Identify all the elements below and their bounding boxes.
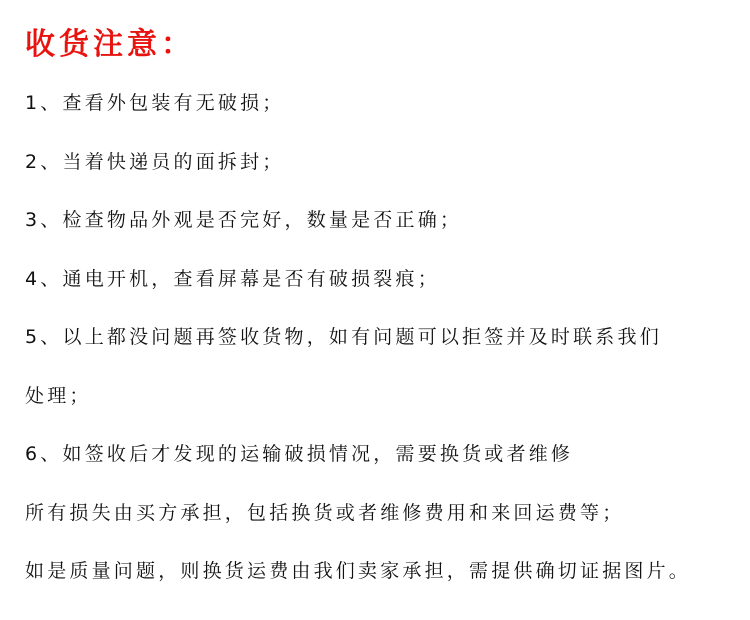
notice-line-5-continued: 处理； <box>25 385 92 407</box>
notice-line-4: 4、通电开机，查看屏幕是否有破损裂痕； <box>25 268 440 290</box>
notice-line-3: 3、检查物品外观是否完好，数量是否正确； <box>25 209 463 231</box>
notice-line-7: 所有损失由买方承担，包括换货或者维修费用和来回运费等； <box>25 502 625 524</box>
notice-line-8: 如是质量问题，则换货运费由我们卖家承担，需提供确切证据图片。 <box>25 560 692 582</box>
notice-line-6: 6、如签收后才发现的运输破损情况，需要换货或者维修 <box>25 443 574 465</box>
notice-line-5: 5、以上都没问题再签收货物，如有问题可以拒签并及时联系我们 <box>25 326 662 348</box>
page-title: 收货注意： <box>25 27 195 62</box>
notice-line-2: 2、当着快递员的面拆封； <box>25 151 285 173</box>
notice-line-1: 1、查看外包装有无破损； <box>25 92 285 114</box>
